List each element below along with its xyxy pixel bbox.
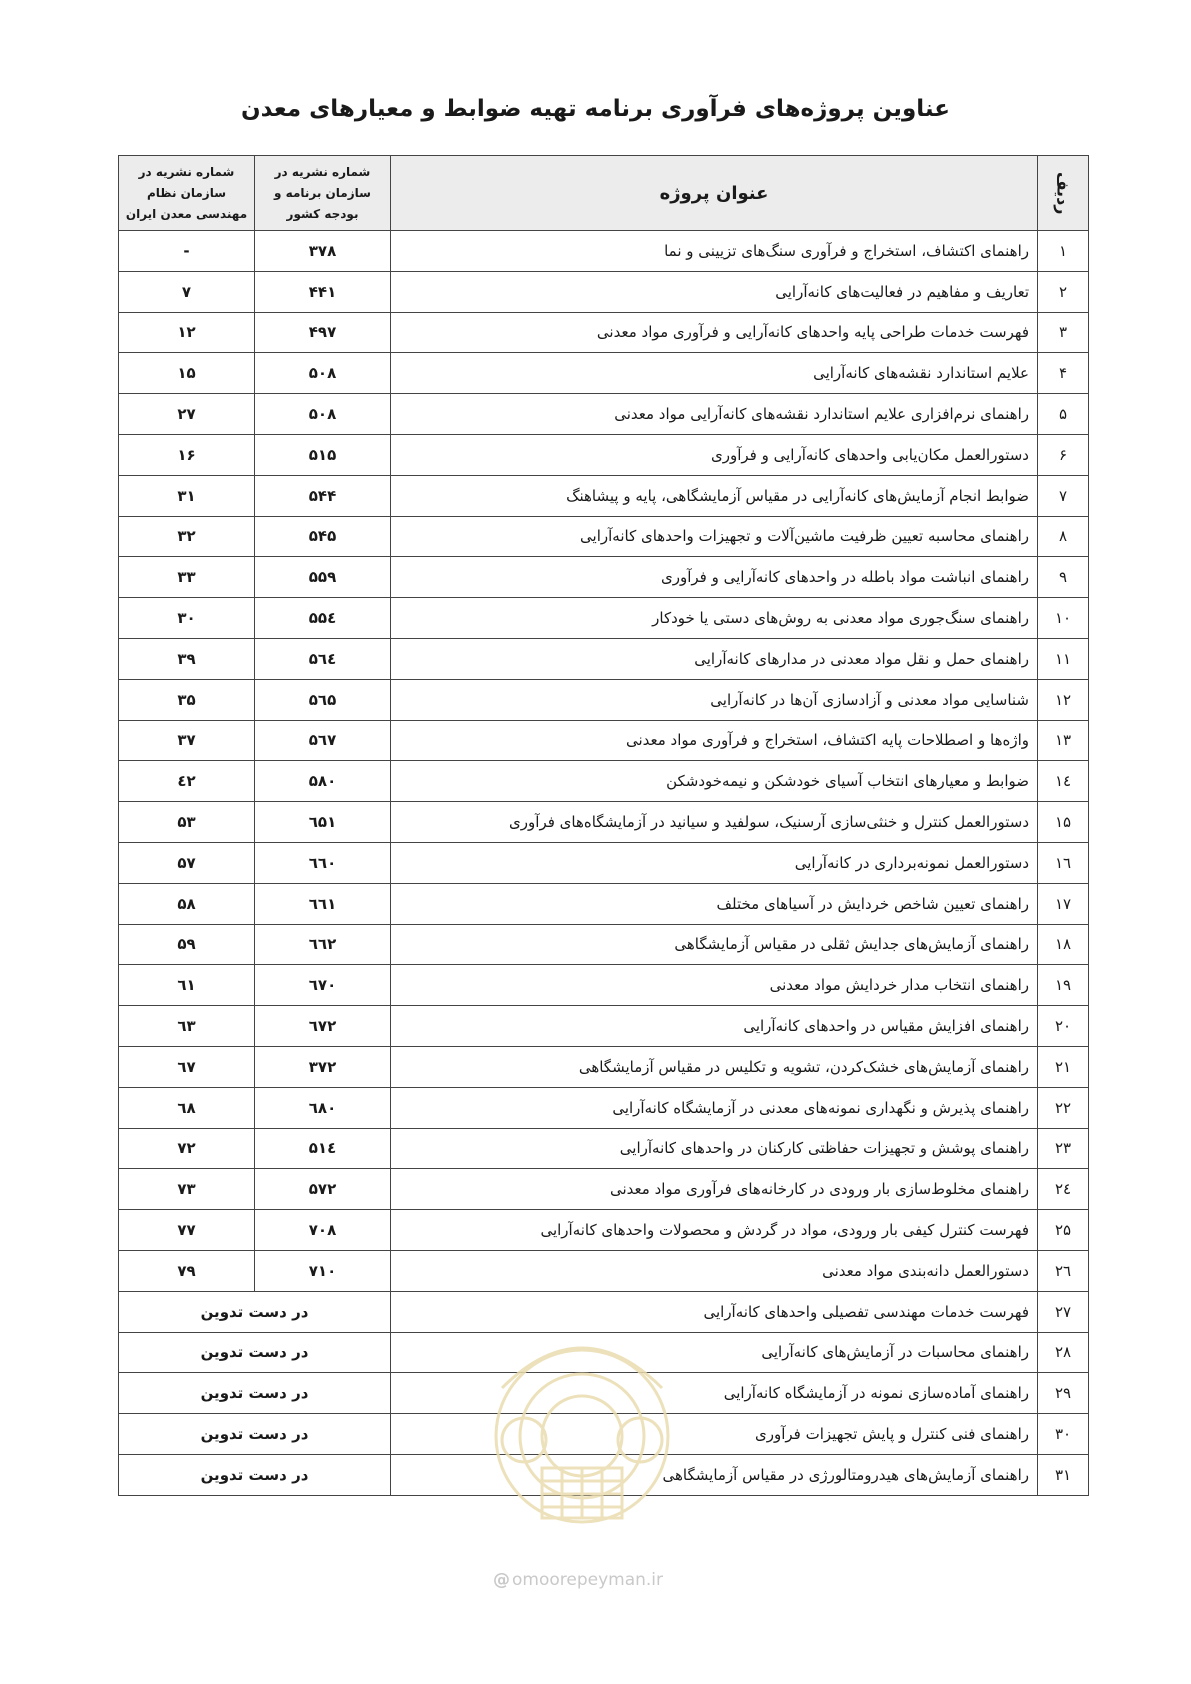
table-row [119,353,1089,394]
header-row-number: ردیف [1038,156,1089,231]
ime-number: ۷ [119,271,255,312]
pbo-number: ۵۰۸ [255,353,391,394]
table-row [119,1454,1089,1495]
table-row [119,761,1089,802]
project-title: راهنمای حمل و نقل مواد معدنی در مدارهای کانه‌آرایی [391,638,1038,679]
pbo-number: ٦٦۲ [255,924,391,965]
pbo-number: ۷۱۰ [255,1250,391,1291]
projects-table [118,155,1089,1496]
row-number: ۴ [1038,353,1089,394]
status-in-progress: در دست تدوین [119,1454,391,1495]
ime-number: ۳۵ [119,679,255,720]
row-number: ۳۰ [1038,1414,1089,1455]
table-row [119,271,1089,312]
table-row [119,679,1089,720]
table-body [119,231,1089,1496]
project-title: ضوابط و معیارهای انتخاب آسیای خودشکن و نیمه‌خودشکن [391,761,1038,802]
pbo-number: ٦۷۰ [255,965,391,1006]
project-title: راهنمای پوشش و تجهیزات حفاظتی کارکنان در واحدهای کانه‌آرایی [391,1128,1038,1169]
project-title: راهنمای سنگ‌جوری مواد معدنی به روش‌های دستی یا خودکار [391,598,1038,639]
row-number: ۶ [1038,434,1089,475]
pbo-number: ۵۱۵ [255,434,391,475]
project-title: فهرست کنترل کیفی بار ورودی، مواد در گردش و محصولات واحدهای کانه‌آرایی [391,1210,1038,1251]
project-title: علایم استاندارد نقشه‌های کانه‌آرایی [391,353,1038,394]
pbo-number: ٦٦۱ [255,883,391,924]
row-number: ۱۹ [1038,965,1089,1006]
pbo-number: ۵۵٤ [255,598,391,639]
table-row [119,1128,1089,1169]
row-number: ۱۱ [1038,638,1089,679]
pbo-number: ۵٦٤ [255,638,391,679]
pbo-number: ۳۷۲ [255,1046,391,1087]
row-number: ۲۷ [1038,1291,1089,1332]
table-row [119,312,1089,353]
row-number: ۹ [1038,557,1089,598]
project-title: راهنمای انتخاب مدار خردایش مواد معدنی [391,965,1038,1006]
project-title: راهنمای آزمایش‌های خشک‌کردن، تشویه و تکلیس در مقیاس آزمایشگاهی [391,1046,1038,1087]
table-row [119,475,1089,516]
table-row [119,1332,1089,1373]
project-title: راهنمای اکتشاف، استخراج و فرآوری سنگ‌های تزیینی و نما [391,231,1038,272]
ime-number: ۷۷ [119,1210,255,1251]
pbo-number: ۵۴۴ [255,475,391,516]
project-title: راهنمای محاسبات در آزمایش‌های کانه‌آرایی [391,1332,1038,1373]
ime-number: ۳۷ [119,720,255,761]
row-number: ۳ [1038,312,1089,353]
table-row [119,1087,1089,1128]
status-in-progress: در دست تدوین [119,1373,391,1414]
row-number: ۸ [1038,516,1089,557]
ime-number: ۳۹ [119,638,255,679]
table-row [119,842,1089,883]
project-title: راهنمای فنی کنترل و پایش تجهیزات فرآوری [391,1414,1038,1455]
row-number: ۲٤ [1038,1169,1089,1210]
ime-number: ۱۶ [119,434,255,475]
pbo-number: ۵۷۲ [255,1169,391,1210]
project-title: راهنمای آماده‌سازی نمونه در آزمایشگاه کانه‌آرایی [391,1373,1038,1414]
row-number: ۲۸ [1038,1332,1089,1373]
project-title: فهرست خدمات مهندسی تفصیلی واحدهای کانه‌آرایی [391,1291,1038,1332]
row-number: ۲۵ [1038,1210,1089,1251]
row-number: ۲٦ [1038,1250,1089,1291]
row-number: ۲۳ [1038,1128,1089,1169]
row-number: ۲ [1038,271,1089,312]
table-row [119,1006,1089,1047]
ime-number: ۵۸ [119,883,255,924]
table-row [119,1210,1089,1251]
ime-number: ۷۹ [119,1250,255,1291]
row-number: ۲۲ [1038,1087,1089,1128]
project-title: دستورالعمل کنترل و خنثی‌سازی آرسنیک، سولفید و سیانید در آزمایشگاه‌های فرآوری [391,802,1038,843]
ime-number: ۵۳ [119,802,255,843]
watermark-site: @ omoorepeyman.ir [492,1570,664,1590]
ime-number: ۵۷ [119,842,255,883]
project-title: راهنمای انباشت مواد باطله در واحدهای کانه‌آرایی و فرآوری [391,557,1038,598]
pbo-number: ۵٦۵ [255,679,391,720]
project-title: راهنمای پذیرش و نگهداری نمونه‌های معدنی در آزمایشگاه کانه‌آرایی [391,1087,1038,1128]
pbo-number: ۵۴۵ [255,516,391,557]
ime-number: ٦۸ [119,1087,255,1128]
ime-number: ۵۹ [119,924,255,965]
table-row [119,720,1089,761]
pbo-number: ۴۹۷ [255,312,391,353]
ime-number: ۷۳ [119,1169,255,1210]
table-row [119,1046,1089,1087]
row-number: ۱۰ [1038,598,1089,639]
ime-number: ٦۷ [119,1046,255,1087]
pbo-number: ۵۵۹ [255,557,391,598]
pbo-number: ۷۰۸ [255,1210,391,1251]
ime-number: ٤۲ [119,761,255,802]
row-number: ۱۲ [1038,679,1089,720]
project-title: راهنمای مخلوط‌سازی بار ورودی در کارخانه‌های فرآوری مواد معدنی [391,1169,1038,1210]
table-row [119,1250,1089,1291]
table-row [119,231,1089,272]
row-number: ۲۰ [1038,1006,1089,1047]
pbo-number: ۳۷۸ [255,231,391,272]
pbo-number: ۵۸۰ [255,761,391,802]
project-title: راهنمای آزمایش‌های جدایش ثقلی در مقیاس آزمایشگاهی [391,924,1038,965]
status-in-progress: در دست تدوین [119,1291,391,1332]
pbo-number: ۵٦۷ [255,720,391,761]
row-number: ۱۸ [1038,924,1089,965]
row-number: ۲۹ [1038,1373,1089,1414]
project-title: ضوابط انجام آزمایش‌های کانه‌آرایی در مقیاس آزمایشگاهی، پایه و پیشاهنگ [391,475,1038,516]
table-row [119,516,1089,557]
ime-number: ٦۳ [119,1006,255,1047]
table-row [119,434,1089,475]
table-row [119,965,1089,1006]
project-title: راهنمای تعیین شاخص خردایش در آسیاهای مختلف [391,883,1038,924]
project-title: دستورالعمل مکان‌یابی واحدهای کانه‌آرایی و فرآوری [391,434,1038,475]
header-pbo-number: شماره نشریه در سازمان برنامه و بودجه کشور [255,156,391,231]
row-number: ۳۱ [1038,1454,1089,1495]
row-number: ۷ [1038,475,1089,516]
ime-number: ۳۰ [119,598,255,639]
status-in-progress: در دست تدوین [119,1414,391,1455]
project-title: راهنمای آزمایش‌های هیدرومتالورژی در مقیاس آزمایشگاهی [391,1454,1038,1495]
row-number: ۱٤ [1038,761,1089,802]
table-row [119,598,1089,639]
row-number: ۱۷ [1038,883,1089,924]
table-row [119,1169,1089,1210]
pbo-number: ٦۵۱ [255,802,391,843]
table-row [119,394,1089,435]
row-number: ۱ [1038,231,1089,272]
pbo-number: ٦٦۰ [255,842,391,883]
project-title: راهنمای افزایش مقیاس در واحدهای کانه‌آرایی [391,1006,1038,1047]
table-row [119,924,1089,965]
ime-number: ٦۱ [119,965,255,1006]
pbo-number: ۴۴۱ [255,271,391,312]
pbo-number: ۵۱٤ [255,1128,391,1169]
header-ime-number: شماره نشریه در سازمان نظام مهندسی معدن ایران [119,156,255,231]
header-project-title: عنوان پروژه [391,156,1038,231]
project-title: دستورالعمل دانه‌بندی مواد معدنی [391,1250,1038,1291]
ime-number: ۳۱ [119,475,255,516]
ime-number: - [119,231,255,272]
project-title: راهنمای محاسبه تعیین ظرفیت ماشین‌آلات و تجهیزات واحدهای کانه‌آرایی [391,516,1038,557]
row-number: ۲۱ [1038,1046,1089,1087]
table-header-row [119,156,1089,231]
row-number: ۵ [1038,394,1089,435]
project-title: دستورالعمل نمونه‌برداری در کانه‌آرایی [391,842,1038,883]
table-row [119,1373,1089,1414]
pbo-number: ٦۸۰ [255,1087,391,1128]
row-number: ۱٦ [1038,842,1089,883]
ime-number: ۷۲ [119,1128,255,1169]
pbo-number: ۵۰۸ [255,394,391,435]
project-title: راهنمای نرم‌افزاری علایم استاندارد نقشه‌های کانه‌آرایی مواد معدنی [391,394,1038,435]
row-number: ۱۳ [1038,720,1089,761]
project-title: تعاریف و مفاهیم در فعالیت‌های کانه‌آرایی [391,271,1038,312]
row-number: ۱۵ [1038,802,1089,843]
project-title: شناسایی مواد معدنی و آزادسازی آن‌ها در کانه‌آرایی [391,679,1038,720]
table-row [119,1291,1089,1332]
ime-number: ۱۲ [119,312,255,353]
ime-number: ۳۲ [119,516,255,557]
project-title: فهرست خدمات طراحی پایه واحدهای کانه‌آرایی و فرآوری مواد معدنی [391,312,1038,353]
table-row [119,883,1089,924]
table-row [119,802,1089,843]
pbo-number: ٦۷۲ [255,1006,391,1047]
table-row [119,557,1089,598]
page-title: عناوین پروژه‌های فرآوری برنامه تهیه ضوابط و معیارهای معدن [241,96,950,122]
status-in-progress: در دست تدوین [119,1332,391,1373]
ime-number: ۳۳ [119,557,255,598]
project-title: واژه‌ها و اصطلاحات پایه اکتشاف، استخراج و فرآوری مواد معدنی [391,720,1038,761]
ime-number: ۱۵ [119,353,255,394]
table-row [119,1414,1089,1455]
table-row [119,638,1089,679]
ime-number: ۲۷ [119,394,255,435]
